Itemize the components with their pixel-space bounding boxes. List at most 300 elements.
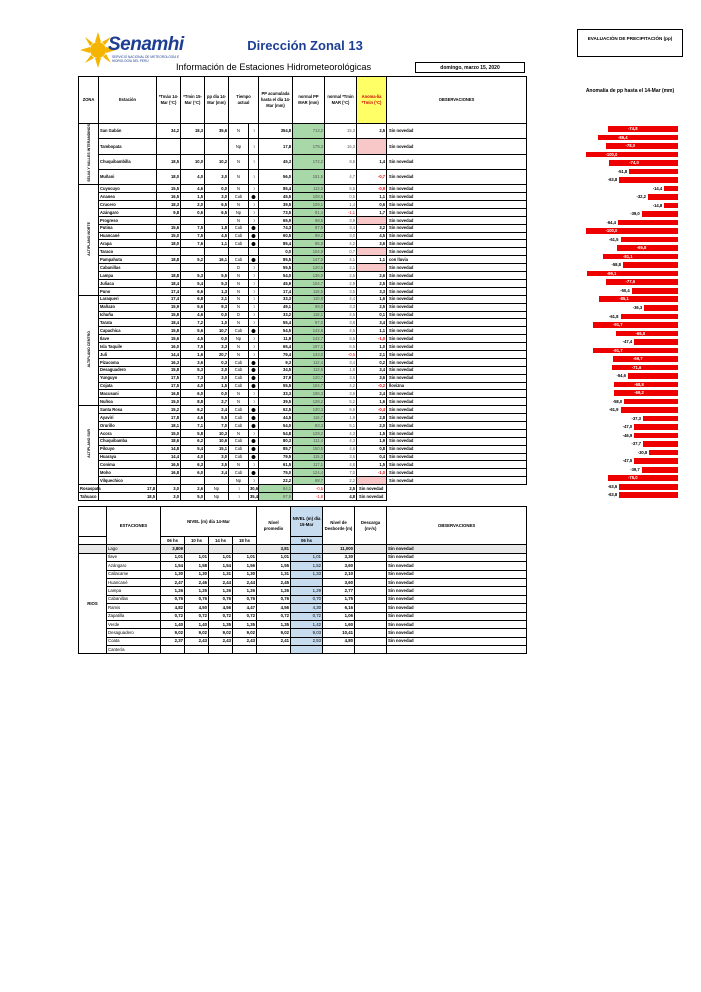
tmax-value: 18,1: [157, 421, 181, 429]
hydro-col-nivel-15: NIVEL (m) día 15-Mar: [291, 507, 323, 537]
level-15-value: 2,53: [291, 637, 323, 645]
anom-tmin-value: -0,7: [357, 169, 387, 184]
anom-tmin-value: 3,3: [357, 287, 387, 295]
weather-icon: ⬤: [249, 232, 259, 240]
level-value: 1,56: [233, 562, 257, 570]
tmin-value: 10,0: [181, 154, 205, 169]
zone-cell: [79, 406, 99, 485]
overflow-level: 1,06: [323, 612, 355, 620]
level-15-value: 1,33: [291, 570, 323, 578]
station-name: Conima: [99, 461, 157, 469]
level-value: 2,41: [257, 637, 291, 645]
station-name: Tarata: [99, 319, 157, 327]
tmax-value: 34,2: [157, 124, 181, 139]
anomaly-label: -63,8: [607, 177, 618, 183]
ppacum-value: 39,5: [259, 398, 293, 406]
normal-pp-value: 136,0: [293, 272, 325, 280]
hydro-h10: 10 hs: [185, 537, 209, 545]
level-value: 0,76: [209, 595, 233, 603]
ppacum-value: 33,3: [259, 390, 293, 398]
anom-tmin-value: 1,1: [357, 193, 387, 201]
overflow-level: 2,10: [323, 570, 355, 578]
level-value: 1,40: [161, 620, 185, 628]
discharge-value: [355, 620, 387, 628]
table-row: [79, 587, 527, 595]
tmin-value: 5,6: [181, 327, 205, 335]
tmax-value: 18,4: [157, 319, 181, 327]
ppacum-value: 0,0: [259, 248, 293, 256]
pp-value: 3,0: [205, 453, 229, 461]
level-15-value: 4,30: [291, 604, 323, 612]
observation: Sin novedad: [387, 414, 527, 422]
table-row: [79, 445, 527, 453]
anomaly-bar: [642, 467, 678, 473]
station-name: Muñani: [99, 169, 157, 184]
pp-value: 16,1: [205, 256, 229, 264]
station-name: Pampahuta: [99, 256, 157, 264]
tmax-value: 18,5: [157, 154, 181, 169]
weather-text: N: [229, 343, 249, 351]
normal-pp-value: 118,1: [293, 311, 325, 319]
tmin-value: 7,2: [181, 319, 205, 327]
weather-icon: ☽: [249, 169, 259, 184]
level-value: 1,35: [209, 620, 233, 628]
discharge-value: [355, 553, 387, 561]
station-name: Santa Rosa: [99, 406, 157, 414]
normal-pp-value: 150,5: [293, 445, 325, 453]
weather-icon: ☽: [249, 216, 259, 224]
weather-text: Cub: [229, 232, 249, 240]
normal-pp-value: 87,0: [293, 224, 325, 232]
tmin-value: 4,5: [181, 335, 205, 343]
normal-pp-value: 99,2: [293, 232, 325, 240]
ppacum-value: 33,2: [259, 311, 293, 319]
weather-text: Np: [229, 139, 249, 154]
anom-tmin-value: 0,6: [357, 201, 387, 209]
table-row: [79, 232, 527, 240]
normal-pp-value: 104,7: [293, 382, 325, 390]
anomaly-label: -58,8: [611, 262, 621, 268]
observation: Sin novedad: [387, 637, 527, 645]
overflow-level: [323, 646, 355, 654]
table-row: [79, 264, 527, 272]
hydro-blank: [79, 507, 107, 537]
anom-tmin-value: 1,0: [357, 343, 387, 351]
normal-tmin-value: 15,3: [325, 124, 357, 139]
pp-value: 1,1: [205, 240, 229, 248]
tmax-value: 15,9: [157, 303, 181, 311]
anom-tmin-value: 0,2: [357, 358, 387, 366]
observation: Sin novedad: [387, 287, 527, 295]
discharge-value: [355, 604, 387, 612]
tmax-value: 14,4: [157, 350, 181, 358]
normal-pp-value: 104,9: [293, 248, 325, 256]
observation: Sin novedad: [387, 578, 527, 586]
level-value: 9,02: [233, 629, 257, 637]
level-15-value: 0,72: [291, 612, 323, 620]
weather-text: N: [229, 169, 249, 184]
hydro-col-estaciones: ESTACIONES: [107, 507, 161, 545]
tmax-value: 14,4: [157, 453, 181, 461]
anomaly-bar: [634, 458, 678, 464]
observation: Sin novedad: [387, 445, 527, 453]
anom-tmin-value: 2,5: [325, 485, 357, 493]
hydro-col-desborde: Nivel de Desborde (m): [323, 507, 355, 545]
hydro-blank2: [79, 537, 107, 545]
table-row: [79, 629, 527, 637]
weather-text: Cub: [229, 193, 249, 201]
zone-cell: [79, 295, 99, 405]
weather-text: Cub: [229, 224, 249, 232]
table-row: [79, 256, 527, 264]
anom-tmin-value: 1,6: [357, 295, 387, 303]
normal-tmin-value: 4,8: [325, 461, 357, 469]
anomaly-bar: [664, 203, 678, 209]
anomaly-label: -100,0: [605, 151, 618, 157]
anom-tmin-value: 2,6: [357, 272, 387, 280]
table-row: [79, 604, 527, 612]
normal-tmin-value: 5,2: [325, 398, 357, 406]
normal-tmin-value: 4,2: [325, 382, 357, 390]
anomaly-label: -58,0: [612, 398, 623, 404]
observation: llovizna: [387, 382, 527, 390]
tmin-value: 7,5: [181, 224, 205, 232]
river-name: Ramis: [107, 604, 161, 612]
weather-text: N: [229, 185, 249, 193]
normal-tmin-value: 4,4: [325, 295, 357, 303]
anom-tmin-value: 2,5: [357, 124, 387, 139]
table-row: [79, 553, 527, 561]
level-value: 1,58: [185, 562, 209, 570]
tmax-value: 17,5: [157, 374, 181, 382]
pp-value: 0,0: [205, 311, 229, 319]
weather-icon: ⬤: [249, 358, 259, 366]
observation: Sin novedad: [387, 154, 527, 169]
anomaly-label: -65,8: [636, 245, 647, 251]
table-row: [79, 453, 527, 461]
normal-pp-value: 115,3: [293, 453, 325, 461]
anomaly-label: -64,4: [606, 219, 616, 225]
level-value: 0,76: [257, 595, 291, 603]
tmin-value: 0,6: [181, 208, 205, 216]
level-value: 3,81: [257, 545, 291, 553]
tmin-value: [181, 139, 205, 154]
ppacum-value: 37,9: [259, 374, 293, 382]
tmax-value: 15,0: [157, 398, 181, 406]
normal-tmin-value: 4,5: [325, 311, 357, 319]
logo-name: Senamhi: [108, 34, 184, 55]
discharge-value: [355, 578, 387, 586]
table-row: [79, 201, 527, 209]
level-value: 0,72: [185, 612, 209, 620]
observation: Sin novedad: [387, 629, 527, 637]
normal-tmin-value: 6,6: [325, 406, 357, 414]
river-name: Ilave: [107, 553, 161, 561]
anom-tmin-value: 1,5: [357, 429, 387, 437]
normal-tmin-value: 0,5: [325, 193, 357, 201]
normal-pp-value: 129,2: [293, 429, 325, 437]
observation: Sin novedad: [387, 272, 527, 280]
tmax-value: [157, 248, 181, 256]
pp-value: 3,5: [205, 461, 229, 469]
rios-cell: RIOS: [79, 553, 107, 654]
overflow-level: 1,75: [323, 595, 355, 603]
tmax-value: 15,0: [157, 429, 181, 437]
anomaly-bar: [634, 339, 678, 345]
station-name: Cuyocuyo: [99, 185, 157, 193]
tmin-value: 7,5: [181, 232, 205, 240]
discharge-value: [355, 646, 387, 654]
observation: Sin novedad: [387, 303, 527, 311]
col-pp: pp día 14-Mar (mm): [205, 77, 229, 124]
table-row: [79, 366, 527, 374]
ppacum-value: 45,5: [259, 193, 293, 201]
pp-value: 3,4: [205, 469, 229, 477]
normal-tmin-value: 4,1: [325, 256, 357, 264]
weather-text: Cub: [229, 366, 249, 374]
observation: Sin novedad: [387, 264, 527, 272]
weather-text: Cub: [229, 374, 249, 382]
normal-tmin-value: 4,3: [325, 429, 357, 437]
weather-text: Cub: [229, 414, 249, 422]
ppacum-value: 49,1: [259, 303, 293, 311]
weather-text: Cub: [229, 437, 249, 445]
date-box: domingo, marzo 15, 2020: [415, 62, 525, 73]
weather-text: Cub: [229, 382, 249, 390]
tmax-value: 15,6: [157, 335, 181, 343]
pp-value: 5,0: [181, 492, 205, 500]
station-name: Macusani: [99, 390, 157, 398]
tmax-value: 18,6: [157, 437, 181, 445]
senamhi-logo: [78, 30, 188, 76]
weather-icon: ⬤: [249, 366, 259, 374]
normal-tmin-value: 2,2: [325, 477, 357, 485]
anomaly-label: -77,6: [625, 279, 636, 285]
tmin-value: 6,6: [181, 287, 205, 295]
tmin-value: 6,3: [181, 461, 205, 469]
normal-tmin-value: 3,9: [325, 216, 357, 224]
table-row: [79, 335, 527, 343]
anom-tmin-value: -1,0: [357, 335, 387, 343]
ppacum-value: 55,5: [259, 264, 293, 272]
weather-icon: ⬤: [249, 414, 259, 422]
weather-icon: ☽: [249, 350, 259, 358]
anomaly-bar: [628, 373, 678, 379]
weather-text: N: [229, 461, 249, 469]
weather-text: Cub: [229, 453, 249, 461]
page-title: Dirección Zonal 13: [247, 38, 363, 53]
level-value: 2,43: [209, 637, 233, 645]
pp-value: 0,0: [205, 390, 229, 398]
weather-icon: ☽: [249, 272, 259, 280]
hydro-h06: 06 hs: [161, 537, 185, 545]
level-value: 1,31: [209, 570, 233, 578]
table-row: [79, 350, 527, 358]
anom-tmin-value: -0,4: [357, 406, 387, 414]
ppacum-value: 9,3: [259, 358, 293, 366]
normal-tmin-value: 4,6: [325, 445, 357, 453]
anomaly-label: -32,2: [636, 194, 646, 200]
zone-cell: [79, 124, 99, 185]
tmin-value: 4,6: [181, 185, 205, 193]
normal-tmin-value: 1,4: [325, 201, 357, 209]
pp-value: 3,3: [205, 343, 229, 351]
level-value: 2,45: [257, 578, 291, 586]
anomaly-bar: [643, 416, 678, 422]
anomaly-label: -47,4: [622, 339, 633, 345]
level-value: [209, 646, 233, 654]
level-value: 2,43: [233, 637, 257, 645]
weather-icon: ☽: [249, 343, 259, 351]
observation: Sin novedad: [387, 612, 527, 620]
pp-value: 2,7: [205, 398, 229, 406]
discharge-value: [355, 637, 387, 645]
observation: Sin novedad: [387, 374, 527, 382]
anomaly-label: -37,3: [631, 415, 641, 421]
river-name: Zapatilla: [107, 612, 161, 620]
weather-text: N: [229, 390, 249, 398]
observation: Sin novedad: [387, 295, 527, 303]
river-name: Verde: [107, 620, 161, 628]
tmin-value: 2,0: [181, 201, 205, 209]
observation: Sin novedad: [387, 604, 527, 612]
table-row: [79, 327, 527, 335]
tmax-value: 15,8: [157, 311, 181, 319]
station-name: Nuñoa: [99, 398, 157, 406]
level-value: 1,30: [161, 570, 185, 578]
anomaly-label: -66,8: [635, 330, 646, 336]
tmax-value: 16,8: [157, 390, 181, 398]
weather-text: Cub: [229, 406, 249, 414]
zone-label: ALTIPLANO CENTRO: [86, 331, 91, 368]
anomaly-label: -69,2: [634, 390, 644, 396]
observation: Sin novedad: [387, 319, 527, 327]
level-value: 1,30: [233, 570, 257, 578]
normal-pp-value: 110,9: [293, 295, 325, 303]
ppacum-value: 80,3: [259, 437, 293, 445]
weather-text: Cub: [229, 445, 249, 453]
observation: Sin novedad: [387, 311, 527, 319]
observation: Sin novedad: [387, 232, 527, 240]
weather-icon: ☽: [249, 461, 259, 469]
ppacum-value: 35,4: [250, 493, 258, 499]
overflow-level: 4,80: [323, 637, 355, 645]
observation: Sin novedad: [357, 485, 387, 493]
level-value: 2,44: [233, 578, 257, 586]
level-value: [257, 646, 291, 654]
tmin-value: 4,0: [181, 169, 205, 184]
pp-value: 6,5: [205, 208, 229, 216]
table-row: [79, 398, 527, 406]
normal-tmin-value: 4,5: [325, 327, 357, 335]
weather-icon: ☽: [249, 398, 259, 406]
level-value: 1,25: [185, 587, 209, 595]
anom-tmin-value: 2,5: [357, 279, 387, 287]
ppacum-value: 61,5: [259, 461, 293, 469]
level-15-value: [291, 545, 323, 553]
tmin-value: 18,3: [181, 124, 205, 139]
overflow-level: 3,60: [323, 578, 355, 586]
anom-tmin-value: 2,8: [357, 414, 387, 422]
pp-value: 1,8: [205, 224, 229, 232]
level-value: 9,02: [161, 629, 185, 637]
discharge-value: [355, 629, 387, 637]
normal-pp-value: 97,9: [259, 492, 293, 500]
weather-icon: ⬤: [249, 453, 259, 461]
normal-tmin-value: 3,6: [325, 374, 357, 382]
ppacum-value: 34,5: [259, 366, 293, 374]
hydro-col-obs: OBSERVACIONES: [387, 507, 527, 545]
anomaly-label: -69,7: [633, 356, 643, 362]
level-value: 1,31: [257, 570, 291, 578]
normal-pp-value: 111,4: [293, 437, 325, 445]
weather-icon: ⬤: [249, 256, 259, 264]
normal-tmin-value: 4,3: [325, 437, 357, 445]
col-normal-pp: normal PP MAR (mm): [293, 77, 325, 124]
observation: Sin novedad: [387, 343, 527, 351]
anomaly-label: -61,9: [608, 407, 619, 413]
anomaly-label: -36,3: [632, 304, 643, 310]
anom-tmin-value: 0,8: [357, 445, 387, 453]
level-value: 1,01: [257, 553, 291, 561]
normal-pp-value: 98,5: [293, 216, 325, 224]
normal-pp-value: 109,1: [293, 201, 325, 209]
pp-value: 10,2: [205, 154, 229, 169]
tmin-value: [181, 264, 205, 272]
tmin-value: 5,8: [181, 429, 205, 437]
normal-pp-value: 113,6: [293, 366, 325, 374]
anomaly-label: -37,7: [631, 441, 641, 447]
pp-value: [205, 139, 229, 154]
anom-tmin-value: 1,9: [357, 437, 387, 445]
level-value: 1,01: [161, 553, 185, 561]
level-15-value: 1,01: [291, 553, 323, 561]
col-observaciones: OBSERVACIONES: [387, 77, 527, 124]
normal-tmin-value: -1,1: [325, 208, 357, 216]
table-row: [79, 185, 527, 193]
overflow-level: 10,41: [323, 629, 355, 637]
table-row: [79, 620, 527, 628]
weather-icon: ⬤: [249, 193, 259, 201]
station-name: Tahuaco: [80, 493, 97, 499]
observation: Sin novedad: [387, 421, 527, 429]
weather-text: N: [229, 216, 249, 224]
station-name: Crucero: [99, 201, 157, 209]
anomaly-label: -14,4: [652, 185, 663, 191]
tmax-value: 15,2: [157, 406, 181, 414]
weather-text: Np: [205, 492, 229, 500]
table-row: [79, 477, 527, 485]
tmin-value: 7,3: [181, 374, 205, 382]
level-value: 1,35: [257, 620, 291, 628]
table-row: [79, 311, 527, 319]
tmax-value: 15,8: [157, 366, 181, 374]
level-value: 1,30: [185, 570, 209, 578]
weather-icon: ☽: [249, 185, 259, 193]
normal-tmin-value: 3,6: [325, 390, 357, 398]
table-row: [79, 461, 527, 469]
level-value: 1,54: [161, 562, 185, 570]
tmin-value: 7,6: [181, 240, 205, 248]
pp-value: 5,5: [205, 414, 229, 422]
normal-pp-value: 83,3: [293, 421, 325, 429]
tmin-value: 7,1: [181, 421, 205, 429]
ppacum-value: 11,9: [259, 335, 293, 343]
station-name: Isla Taquile: [99, 343, 157, 351]
tmax-value: 16,8: [157, 469, 181, 477]
tmin-value: 3,0: [157, 485, 181, 493]
observation: Sin novedad: [387, 545, 527, 553]
